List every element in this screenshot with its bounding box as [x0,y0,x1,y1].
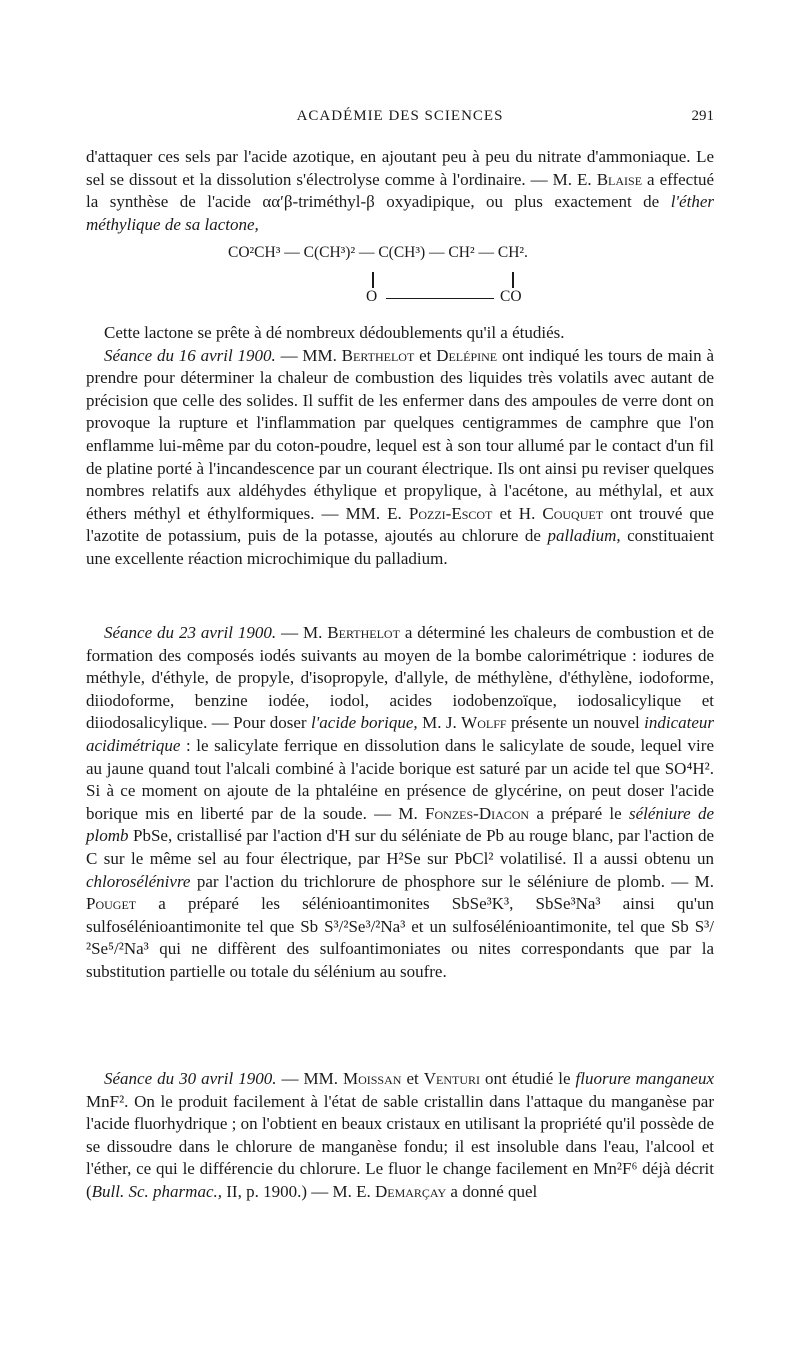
seance-date: Séance du 16 avril 1900. [104,345,276,365]
author-name: Blaise [596,169,643,189]
author-name: Pouget [86,894,137,914]
paragraph-seance-30-avril [86,1068,714,1204]
text-run: et [414,345,437,365]
italic-term: fluorure manganeux [575,1069,715,1088]
text-run: ont trouvé que l'azotite de potassium, puis de la potasse, ajoutés au chlorure de [86,503,714,546]
formula-ring-bond [386,298,494,299]
author-name: Berthelot [341,345,415,365]
paragraph-blaise [86,146,714,236]
text-run: ont étudié le [480,1069,576,1088]
text-run: ont indiqué les tours de main à prendre pour déterminer la chaleur de combustion des liquides très volatils avec autant de précision que celle des solides. Il suffit de les enfermer dans des ampoules de verre dont on provoque la rupture et l'inflammation par quelques centigrammes de camphre que l'on enflamme lui-même par du coton-poudre, lequel est à son tour allumé par le contact d'un fil de platine porté à l'incandescence par un courant électrique. Ils ont ainsi pu reviser quelques nombres relatifs aux aldéhydes éthylique et propylique, à l'acétone, au méthylal, et aux éthers méthyl et éthylformiques. — MM. E. [86,345,714,523]
text-run: a donné quel [446,1181,538,1201]
seance-date: Séance du 23 avril 1900. [104,623,277,642]
text-run: a préparé les sélénioantimonites SbSe³K³, SbSe³Na³ ainsi qu'un sulfosélénioantimonite tel que Sb S³/²Se³/²Na³ et un sulfosélénioantimonite, tel que Sb S³/²Se⁵/²Na³ qui ne diffèrent des sulfoantimoniates ou nites correspondants que par la substitution partielle ou totale du sélénium au soufre. [86,894,714,981]
chemical-formula [86,244,714,314]
italic-term: palladium, [547,526,621,546]
text-run: : le salicylate ferrique en dissolution dans le salicylate de soude, lequel vire au jaune quand tout l'alcali combiné à l'acide borique est saturé par un acide tel que SO⁴H². Si à ce moment on ajoute de la phtaléine en présence de glycérine, on peut doser l'acide borique mis en liberté par de la soude. — M. [86,735,714,823]
italic-term: indicateur acidimétrique [86,713,715,755]
text-run: par l'action du trichlorure de phosphore sur le séléniure de plomb. — M. [190,871,714,891]
text-run: II, p. 1900.) — M. E. [222,1181,375,1201]
author-name: Pozzi-Escot [408,503,493,523]
author-name: Venturi [423,1069,481,1088]
text-run: M. J. [417,713,462,733]
author-name: Wolff [461,713,507,733]
formula-bond-right [512,272,514,288]
lactone-sentence: Cette lactone se prête à dé nombreux dédoublements qu'il a étudiés. [104,323,565,342]
italic-term: l'acide borique, [310,713,418,733]
running-header [86,108,714,132]
formula-main-chain: CO²CH³ — C(CH³)² — C(CH³) — CH² — CH². [228,244,528,261]
text-run: d'attaquer ces sels par l'acide azotique, en ajoutant peu à peu du nitrate d'ammoniaque. Le sel se dissout et la dissolution s'électrolyse comme à l'ordinaire. — M. E. [86,147,714,189]
text-run: a préparé le [529,803,629,823]
page-number: 291 [691,108,714,124]
italic-term: Bull. Sc. pharmac., [91,1181,222,1201]
paragraph-seance-16-avril [86,322,714,571]
text-run: a effectué la synthèse de l'acide αα′β-triméthyl-β oxyadipique, ou plus exactement de [86,169,714,212]
text-run: MnF². On le produit facilement à l'état de sable cristallin dans l'attaque du manganèse par l'acide fluorhydrique ; on l'obtient en beaux cristaux en utilisant la propriété qu'il possède de se dissoudre dans le chlorure de manganèse fondu; il est insoluble dans l'eau, l'alcool et l'éther, ce qui le différencie du chlorure. Le fluor le change facilement en Mn²F⁶ déjà décrit ( [86,1091,714,1201]
italic-term: séléniure de plomb [86,803,714,846]
text-run: présente un nouvel [506,713,645,733]
text-run: et H. [492,503,543,523]
text-run: et [401,1069,424,1088]
author-name: Fonzes-Diacon [425,803,530,823]
journal-title: ACADÉMIE DES SCIENCES [296,108,504,124]
seance-date: Séance du 30 avril 1900. [104,1069,277,1088]
author-name: Delépine [436,345,498,365]
text-run: a déterminé les chaleurs de combustion et de formation des composés iodés suivants au moyen de la bombe calorimétrique : iodures de méthyle, d'éthyle, de propyle, d'isopropyle, d'allyle, de méthylène, d'éthylène, iodoforme, diiodoforme, benzine iodée, iodol, acides iodobenzoïque, iodosalicylique et diiodosalicylique. — Pour doser [86,623,714,733]
text-run: — MM. [275,345,342,365]
text-run: — M. [276,623,328,642]
italic-term: chlorosélénivre [86,871,191,891]
author-name: Moissan [342,1069,402,1088]
italic-term: l'éther méthylique de sa lactone, [86,192,714,234]
formula-oxygen: O [366,288,378,305]
author-name: Couquet [542,503,604,523]
text-run: constituaient une excellente réaction microchimique du palladium. [86,526,714,568]
formula-bond-left [372,272,374,288]
paragraph-seance-23-avril [86,622,714,984]
author-name: Demarçay [374,1181,447,1201]
author-name: Berthelot [327,623,400,642]
text-run: PbSe, cristallisé par l'action d'H sur du séléniate de Pb au rouge blanc, par l'action de C sur le même sel au four électrique, par H²Se sur PbCl² volatilisé. Il a aussi obtenu un [86,826,714,868]
text-run: — MM. [276,1069,343,1088]
formula-carbonyl: CO [500,288,522,305]
seance-16-avril-text [86,345,714,571]
